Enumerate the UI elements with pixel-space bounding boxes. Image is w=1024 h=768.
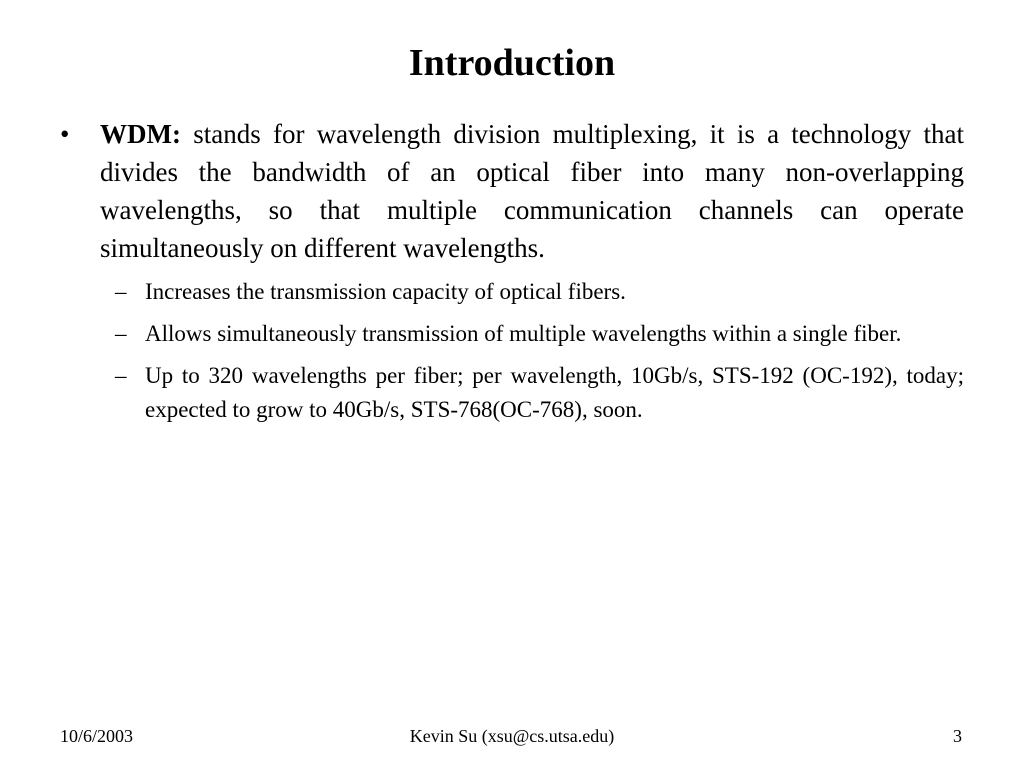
footer-author: Kevin Su (xsu@cs.utsa.edu) [409,726,615,746]
slide-title: Introduction [408,42,616,84]
slide-content [60,115,964,435]
sub-bullet-list [60,275,964,427]
bullet-text: stands for wavelength division multiplexing, it is a technology that divides the bandwidth of an optical fiber into many non-overlapping wavelengths, so that multiple communication channels can operate simultaneously on different wavelengths. [100,119,965,263]
sub-bullet-item [60,317,964,351]
sub-bullet-marker: – [115,363,127,388]
sub-bullet-text: Allows simultaneously transmission of multiple wavelengths within a single fiber. [145,321,902,346]
footer-page-number: 3 [953,726,962,746]
bullet-marker: • [60,119,70,149]
sub-bullet-text: Up to 320 wavelengths per fiber; per wavelength, 10Gb/s, STS-192 (OC-192), today; expected to grow to 40Gb/s, STS-768(OC-768), soon. [145,363,964,422]
footer-date: 10/6/2003 [60,726,134,746]
sub-bullet-item [60,359,964,427]
bullet-item [60,115,964,267]
sub-bullet-item [60,275,964,309]
sub-bullet-marker: – [115,279,127,304]
bullet-term: WDM: [100,119,181,149]
sub-bullet-text: Increases the transmission capacity of optical fibers. [145,279,626,304]
sub-bullet-marker: – [115,321,127,346]
